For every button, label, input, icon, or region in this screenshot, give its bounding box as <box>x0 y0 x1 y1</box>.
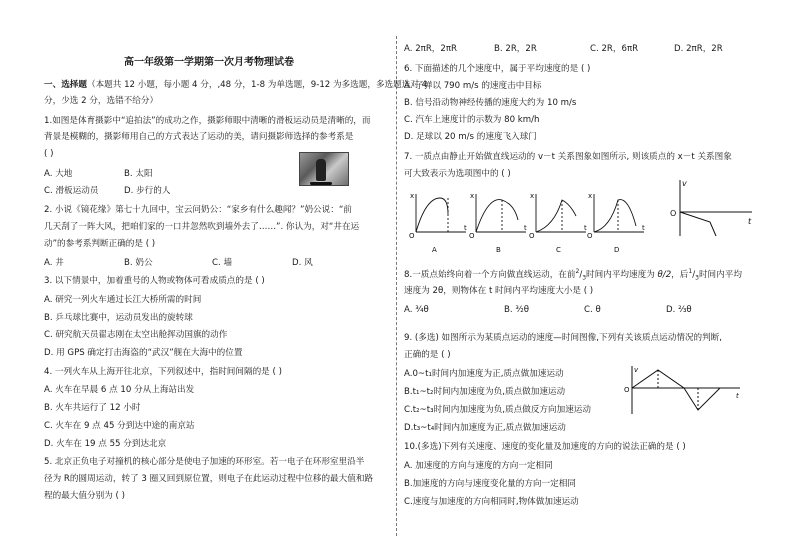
q4-option-c: C. 火车在 9 点 45 分到达中途的南京站 <box>44 421 195 431</box>
q8-stem-c: ，后 <box>671 269 689 280</box>
q3-option-a: A. 研究一列火车通过长江大桥所需的时间 <box>44 295 202 305</box>
graph-c-curve <box>536 200 576 232</box>
q1-line-3: ( ) <box>44 149 54 159</box>
q9-option-b: B.t₁~t₂时间内加速度为负,质点做加速运动 <box>404 387 566 397</box>
q2-option-b: B. 奶公 <box>124 258 153 268</box>
graph-c-t-label: t <box>584 224 587 232</box>
graph-a-curve <box>416 198 448 232</box>
q9-line-2: 正确的是 ( ) <box>404 350 451 360</box>
q9-t-label: t <box>736 392 739 400</box>
graph-b-x-label: x <box>470 192 475 200</box>
graph-c-x-label: x <box>530 192 535 200</box>
graph-d-curve <box>594 200 636 232</box>
q3-stem: 3. 以下情景中，加着重号的人物或物体可看成质点的是 ( ) <box>44 276 265 286</box>
section-rules: （本题共 12 小题，每小题 4 分，,48 分，1-8 为单选题，9-12 为多选题，多选题选对 4 <box>86 80 428 90</box>
q8-stem-a: 8.一质点始终向着一个方向做直线运动，在前 <box>404 269 576 280</box>
q1-line-2: 背景是模糊的，摄影师用自己的方式表达了运动的美，请问摄影师选择的参考系是 <box>44 132 354 142</box>
q4-option-b: B. 火车共运行了 12 小时 <box>44 403 141 413</box>
q5-option-a: A. 2πR，2πR <box>404 44 458 54</box>
graph-d-t-label: t <box>642 224 645 232</box>
q6-option-c: C. 汽车上速度计的示数为 80 km/h <box>404 115 540 125</box>
q10-stem: 10.(多选)下列有关速度、速度的变化量及加速度的方向的说法正确的是 ( ) <box>404 442 686 452</box>
q2-option-a: A. 井 <box>44 258 64 268</box>
graph-d-origin: O <box>587 232 593 240</box>
q8-option-a-label: A. <box>404 305 413 315</box>
graph-b-origin: O <box>469 232 475 240</box>
graph-b-curve <box>476 200 518 232</box>
q9-vt-line <box>632 370 720 410</box>
q8-option-d: D. ²⁄₃θ <box>666 305 692 315</box>
q4-stem: 4. 一列火车从上海开往北京，下列叙述中，指时间间隔的是 ( ) <box>44 367 282 377</box>
q6-option-a: A. 子弹以 790 m/s 的速度击中目标 <box>404 81 542 91</box>
q1-line-1: 1.如图是体育摄影中“追拍法”的成功之作，摄影师眼中清晰的滑板运动员是清晰的，而 <box>44 116 371 126</box>
section-intro <box>44 80 427 91</box>
q5-line-1: 5. 北京正负电子对撞机的核心部分是使电子加速的环形室。若一电子在环形室里沿半 <box>44 457 365 467</box>
skateboard-photo <box>299 152 349 186</box>
q8-option-c: C. θ <box>584 305 601 315</box>
q2-option-c: C. 墙 <box>212 258 233 268</box>
graph-b-label: B <box>496 246 501 254</box>
graph-a-t-label: t <box>464 224 467 232</box>
q4-option-d: D. 火车在 19 点 55 分到达北京 <box>44 439 167 449</box>
graph-a-x-label: x <box>410 192 415 200</box>
q9-option-d: D.t₃~t₄时间内加速度为正,质点做加速运动 <box>404 423 566 433</box>
graph-a-origin: O <box>409 232 415 240</box>
q1-option-a: A. 大地 <box>44 169 73 179</box>
q10-option-c: C.速度与加速度的方向相同时,物体做加速运动 <box>404 497 579 507</box>
q7-vt-graph <box>666 176 758 242</box>
q7-line-2: 可大致表示为选项图中的 ( ) <box>404 169 511 179</box>
q1-option-d: D. 步行的人 <box>124 186 171 196</box>
q6-option-d: D. 足球以 20 m/s 的速度飞入球门 <box>404 132 537 142</box>
q8-option-b: B. ³⁄₂θ <box>504 305 529 315</box>
section-head: 一、选择题 <box>44 80 87 90</box>
graph-a-label: A <box>432 246 437 254</box>
page-title: 高一年级第一学期第一次月考物理试卷 <box>124 57 294 68</box>
vt-origin: O <box>670 209 677 218</box>
graph-d-x-label: x <box>588 192 593 200</box>
q8-line-1: 8.一质点始终向着一个方向做直线运动，在前$^2/_3$时间内平均速度为 θ/2，后$^1/_3$时间内平均 <box>404 268 742 282</box>
q10-option-b: B.加速度的方向与速度变化量的方向一定相同 <box>404 479 576 489</box>
q3-option-c: C. 研究航天员翟志刚在太空出舱挥动国旗的动作 <box>44 330 228 340</box>
q1-option-b: B. 太阳 <box>124 169 153 179</box>
q9-option-a: A.0~t₁时间内加速度为正,质点做加速运动 <box>404 369 564 379</box>
q8-option-d-label: D. <box>666 305 676 315</box>
q9-vt-graph <box>622 364 746 416</box>
q8-option-c-label: C. <box>584 305 593 315</box>
q8-option-b-label: B. <box>504 305 513 315</box>
q9-option-c: C.t₂~t₃时间内加速度为负,质点做反方向加速运动 <box>404 405 591 415</box>
q9-origin: O <box>624 386 630 394</box>
q4-option-a: A. 火车在早晨 6 点 10 分从上海站出发 <box>44 385 195 395</box>
q6-option-b: B. 信号沿动物神经传播的速度大约为 10 m/s <box>404 98 577 108</box>
q5-option-b: B. 2R，2R <box>494 44 537 54</box>
q5-option-d: D. 2πR，2R <box>674 44 723 54</box>
q8-option-a: A. ³⁄₄θ <box>404 305 429 315</box>
vt-line <box>680 212 716 236</box>
column-divider <box>396 36 397 536</box>
q9-line-1: 9. (多选) 如图所示为某质点运动的速度—时间图像,下列有关该质点运动情况的判断, <box>404 333 723 343</box>
graph-c-origin: O <box>529 232 535 240</box>
q5-line-3: 程的最大值分别为 ( ) <box>44 491 125 501</box>
q8-stem-b: 时间内平均速度为 <box>586 269 655 280</box>
q2-line-3: 动”的参考系判断正确的是 ( ) <box>44 239 156 249</box>
q7-line-1: 7. 一质点由静止开始做直线运动的 v－t 关系图象如图所示, 则该质点的 x－t 关系图象 <box>404 152 732 162</box>
q5-option-c: C. 2R，6πR <box>590 44 639 54</box>
q5-line-2: 径为 R的圆周运动，转了 3 圈又回到原位置，则电子在此运动过程中位移的最大值和路 <box>44 474 374 484</box>
graph-c-label: C <box>556 246 561 254</box>
q1-option-c: C. 滑板运动员 <box>44 186 99 196</box>
q3-option-b: B. 乒乓球比赛中，运动员发出的旋转球 <box>44 313 193 323</box>
q3-option-d: D. 用 GPS 确定打击海盗的“武汉”舰在大海中的位置 <box>44 348 243 358</box>
q9-v-label: v <box>634 366 639 374</box>
vt-t-label: t <box>748 217 752 226</box>
q7-option-graphs <box>404 186 654 258</box>
q2-line-2: 几天刮了一阵大风，把咱们家的一口井忽然吹到墙外去了……”. 你认为，对“井在运 <box>44 222 360 232</box>
graph-b-t-label: t <box>524 224 527 232</box>
q8-line-2: 速度为 2θ，则物体在 t 时间内平均速度大小是 ( ) <box>404 286 594 296</box>
q2-line-1: 2. 小说《镜花缘》第七十九回中，宝云问奶公：“家乡有什么趣闻？”奶公说：“前 <box>44 205 352 215</box>
q6-stem: 6. 下面描述的几个速度中，属于平均速度的是 ( ) <box>404 64 591 74</box>
graph-d-label: D <box>614 246 620 254</box>
q8-stem-d: 时间内平均 <box>698 269 742 280</box>
vt-v-label: v <box>682 179 687 188</box>
q10-option-a: A. 加速度的方向与速度的方向一定相同 <box>404 461 553 471</box>
section-rules-2: 分，少选 2 分，选错不给分） <box>44 96 159 106</box>
q2-option-d: D. 风 <box>292 258 313 268</box>
